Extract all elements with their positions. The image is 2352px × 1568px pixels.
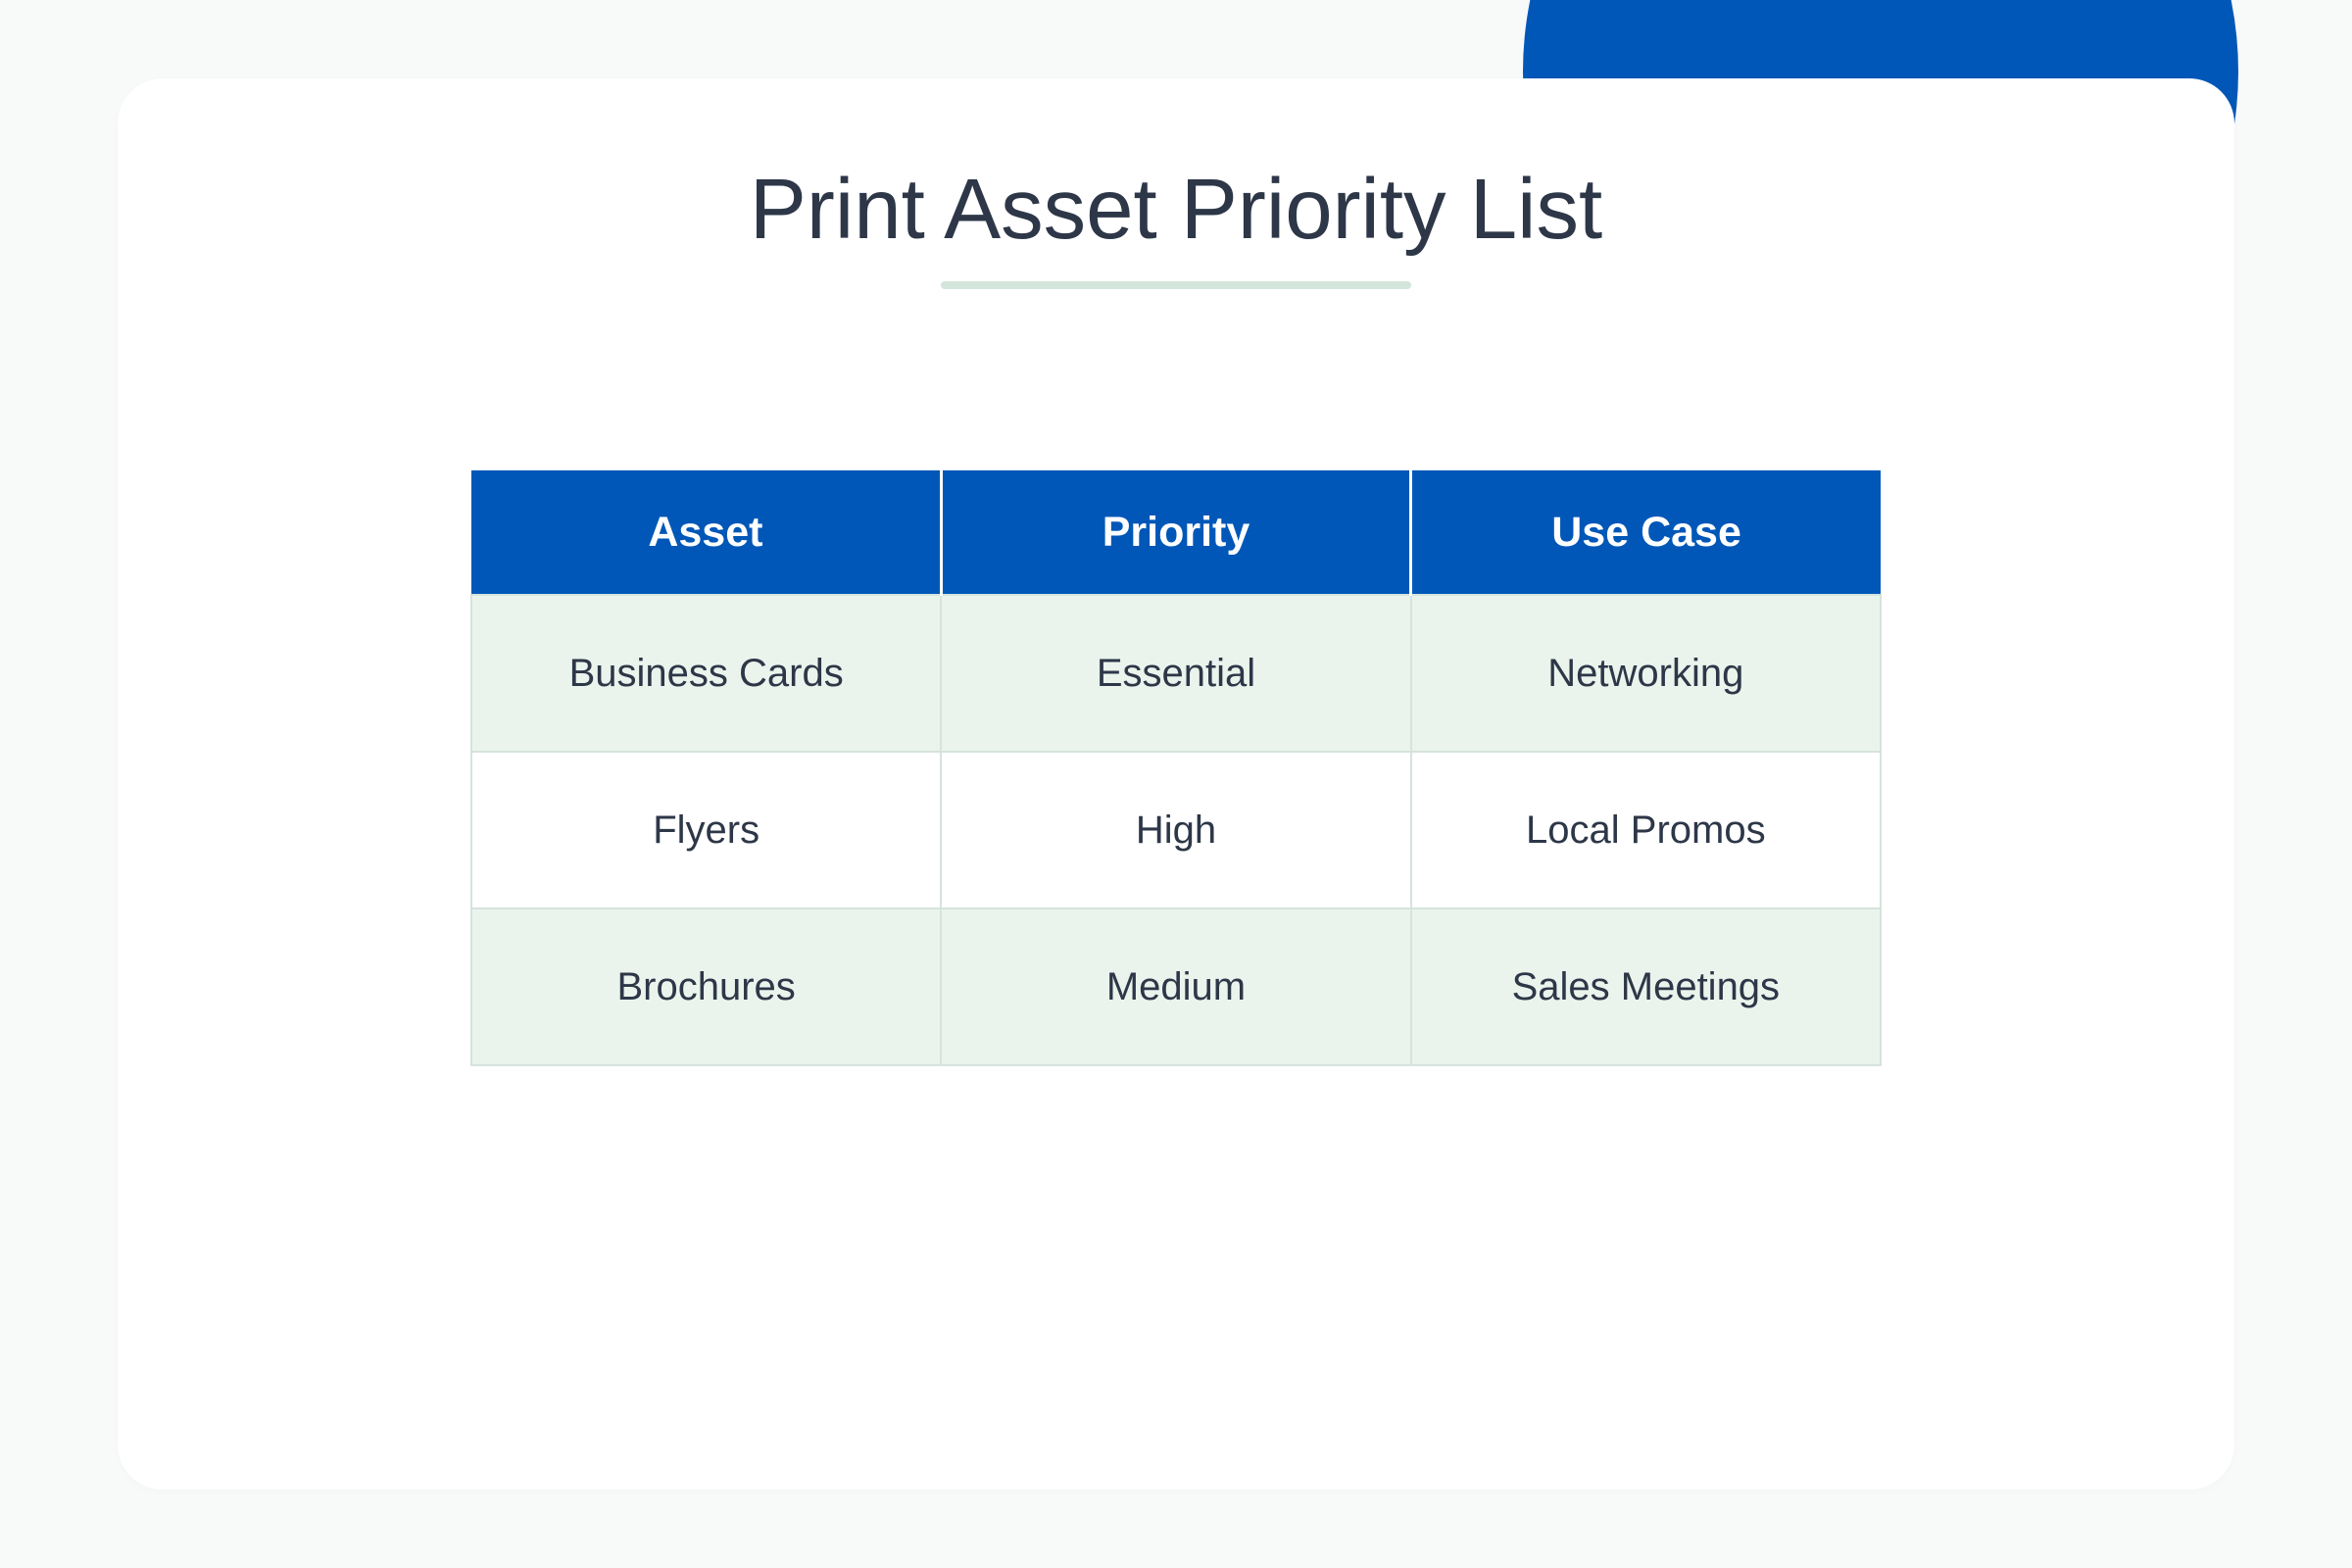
table-header-row: [471, 470, 1881, 595]
cell-use-case: Sales Meetings: [1411, 908, 1881, 1065]
table-row: [471, 908, 1881, 1065]
cell-asset: Brochures: [471, 908, 941, 1065]
cell-use-case: Local Promos: [1411, 752, 1881, 908]
cell-use-case: Networking: [1411, 595, 1881, 752]
cell-asset: Business Cards: [471, 595, 941, 752]
cell-priority: Essential: [941, 595, 1410, 752]
column-header-priority: Priority: [941, 470, 1410, 595]
cell-priority: Medium: [941, 908, 1410, 1065]
page-title: Print Asset Priority List: [749, 162, 1603, 257]
column-header-use-case: Use Case: [1411, 470, 1881, 595]
table-row: [471, 752, 1881, 908]
asset-priority-table: [470, 470, 1882, 1066]
column-header-asset: Asset: [471, 470, 941, 595]
cell-asset: Flyers: [471, 752, 941, 908]
table-row: [471, 595, 1881, 752]
title-underline: [941, 281, 1411, 289]
cell-priority: High: [941, 752, 1410, 908]
